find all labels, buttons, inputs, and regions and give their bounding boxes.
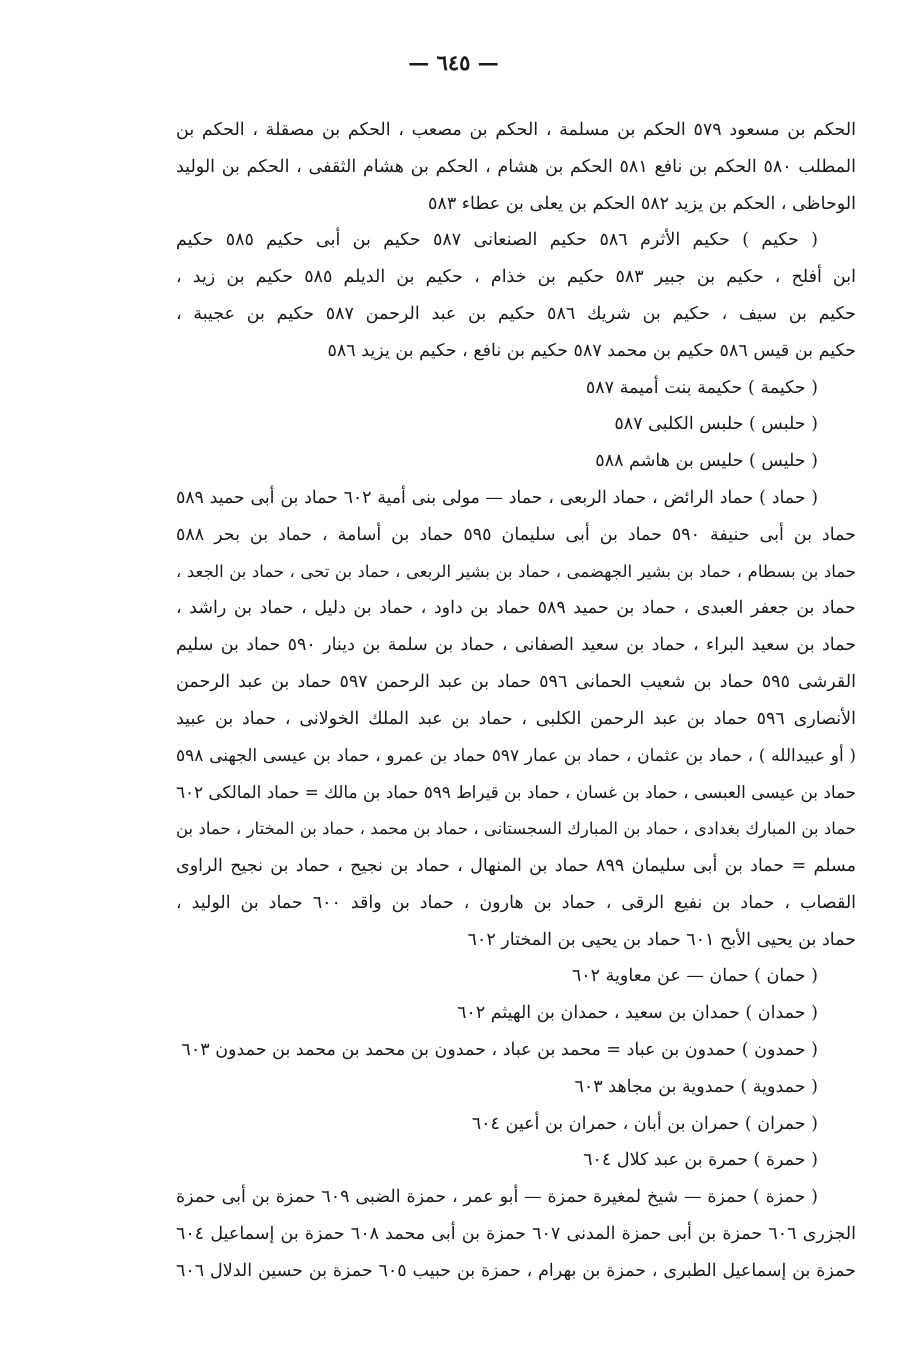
text-line: ( حلبس ) حلبس الكلبى ٥٨٧ bbox=[614, 414, 818, 435]
text-line: ( حمرة ) حمرة بن عبد كلال ٦٠٤ bbox=[583, 1150, 818, 1171]
text-line: حكيم بن سيف ، حكيم بن شريك ٥٨٦ حكيم بن عبد الرحمن ٥٨٧ حكيم بن عجيبة ، bbox=[176, 303, 856, 324]
text-line: القصاب ، حماد بن نفيع الرقى ، حماد بن هارون ، حماد بن واقد ٦٠٠ حماد بن الوليد ، bbox=[176, 892, 856, 913]
text-line: ( حكيمة ) حكيمة بنت أميمة ٥٨٧ bbox=[585, 377, 818, 398]
text-line: الجزرى ٦٠٦ حمزة بن أبى حمزة المدنى ٦٠٧ حمزة بن أبى محمد ٦٠٨ حمزة بن إسماعيل ٦٠٤ bbox=[176, 1223, 856, 1244]
text-line: حماد بن سعيد البراء ، حماد بن سعيد الصفانى ، حماد بن سلمة بن دينار ٥٩٠ حماد بن سليم bbox=[176, 635, 856, 656]
text-line: ( حمزة ) حمزة — شيخ لمغيرة حمزة — أبو عمر ، حمزة الضبى ٦٠٩ حمزة بن أبى حمزة bbox=[176, 1187, 818, 1208]
index-text-body bbox=[176, 112, 856, 1290]
text-line: الأنصارى ٥٩٦ حماد بن عبد الرحمن الكلبى ، حماد بن عبد الملك الخولانى ، حماد بن عبيد bbox=[176, 708, 856, 729]
text-line: حكيم بن قيس ٥٨٦ حكيم بن محمد ٥٨٧ حكيم بن نافع ، حكيم بن يزيد ٥٨٦ bbox=[327, 340, 856, 361]
text-line: الوحاظى ، الحكم بن يزيد ٥٨٢ الحكم بن يعلى بن عطاء ٥٨٣ bbox=[428, 193, 856, 214]
text-line: مسلم = حماد بن أبى سليمان ٨٩٩ حماد بن المنهال ، حماد بن نجيح ، حماد بن نجيح الراوى bbox=[176, 855, 856, 876]
page-number: — ٦٤٥ — bbox=[408, 50, 499, 75]
text-line: ( حمان ) حمان — عن معاوية ٦٠٢ bbox=[571, 966, 818, 987]
text-line: حماد بن يحيى الأبح ٦٠١ حماد بن يحيى بن المختار ٦٠٢ bbox=[467, 929, 856, 950]
text-line: ( حكيم ) حكيم الأثرم ٥٨٦ حكيم الصنعانى ٥٨٧ حكيم بن أبى حكيم ٥٨٥ حكيم bbox=[176, 230, 818, 251]
text-line: حماد بن أبى حنيفة ٥٩٠ حماد بن أبى سليمان ٥٩٥ حماد بن أسامة ، حماد بن بحر ٥٨٨ bbox=[176, 524, 856, 545]
text-line: ( حليس ) حليس بن هاشم ٥٨٨ bbox=[595, 451, 818, 472]
text-line: ( حمدان ) حمدان بن سعيد ، حمدان بن الهيثم ٦٠٢ bbox=[456, 1003, 818, 1024]
text-line: حماد بن جعفر العبدى ، حماد بن حميد ٥٨٩ حماد بن داود ، حماد بن دليل ، حماد بن راشد ، bbox=[176, 598, 856, 619]
text-line: حماد بن المبارك بغدادى ، حماد بن المبارك السجستانى ، حماد بن محمد ، حماد بن المختار ، حماد بن bbox=[176, 819, 856, 839]
text-line: الحكم بن مسعود ٥٧٩ الحكم بن مسلمة ، الحكم بن مصعب ، الحكم بن مصقلة ، الحكم بن bbox=[176, 120, 856, 140]
text-line: ( حماد ) حماد الرائض ، حماد الربعى ، حماد — مولى بنى أمية ٦٠٢ حماد بن أبى حميد ٥٨٩ bbox=[176, 487, 818, 508]
text-line: ابن أفلح ، حكيم بن جبير ٥٨٣ حكيم بن خذام ، حكيم بن الديلم ٥٨٥ حكيم بن زيد ، bbox=[176, 267, 856, 288]
text-line: حماد بن عيسى العبسى ، حماد بن غسان ، حماد بن قيراط ٥٩٩ حماد بن مالك = حماد المالكى ٦٠٢ bbox=[176, 782, 856, 803]
text-line: ( حمران ) حمران بن أبان ، حمران بن أعين ٦٠٤ bbox=[471, 1113, 818, 1134]
text-line: القرشى ٥٩٥ حماد بن شعيب الحمانى ٥٩٦ حماد بن عبد الرحمن ٥٩٧ حماد بن عبد الرحمن bbox=[176, 671, 856, 692]
text-line: حمزة بن إسماعيل الطبرى ، حمزة بن بهرام ، حمزة بن حبيب ٦٠٥ حمزة بن حسين الدلال ٦٠٦ bbox=[176, 1260, 856, 1281]
text-line: حماد بن بسطام ، حماد بن بشير الجهضمى ، حماد بن بشير الربعى ، حماد بن تحى ، حماد بن الجعد ، bbox=[176, 561, 856, 581]
text-line: المطلب ٥٨٠ الحكم بن نافع ٥٨١ الحكم بن هشام ، الحكم بن هشام الثقفى ، الحكم بن الوليد bbox=[176, 156, 856, 177]
text-line: ( حمدوية ) حمدوية بن مجاهد ٦٠٣ bbox=[574, 1076, 818, 1097]
text-line: ( حمدون ) حمدون بن عباد = محمد بن عباد ، حمدون بن محمد بن محمد بن حمدون ٦٠٣ bbox=[181, 1039, 818, 1060]
text-line: ( أو عبيدالله ) ، حماد بن عثمان ، حماد بن عمار ٥٩٧ حماد بن عمرو ، حماد بن عيسى الجهنى ٥٩٨ bbox=[176, 745, 856, 766]
